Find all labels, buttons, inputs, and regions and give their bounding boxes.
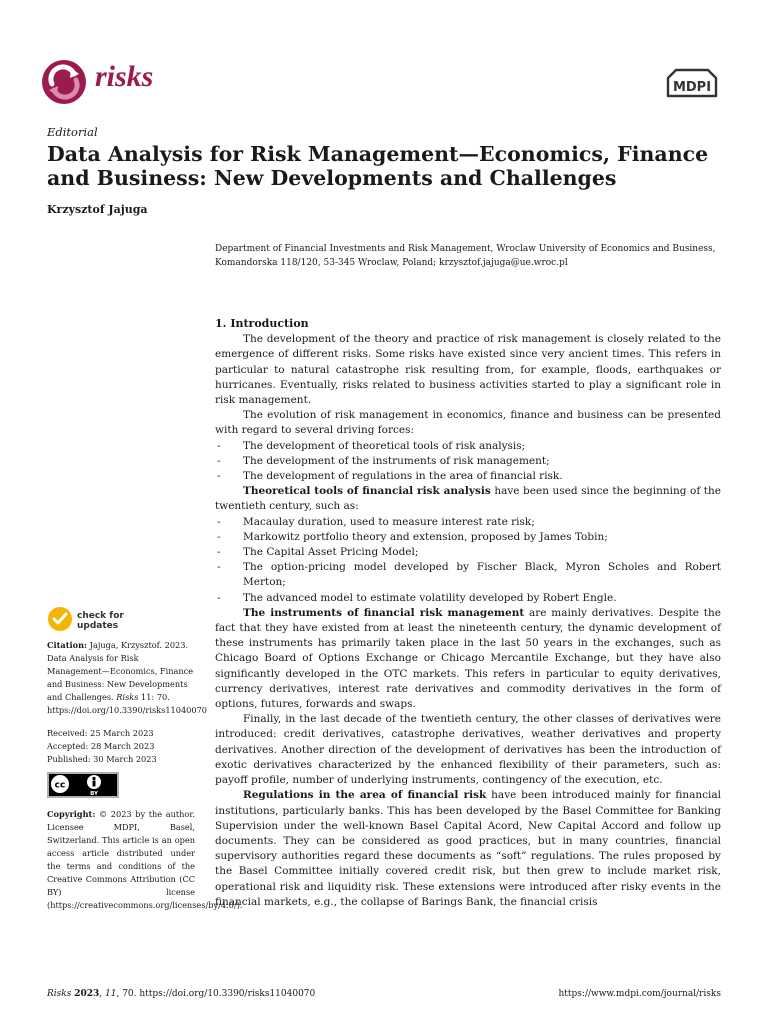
publisher-name: MDPI	[672, 80, 712, 95]
accepted-date: Accepted: 28 March 2023	[47, 741, 155, 751]
check-updates-line2: updates	[77, 621, 119, 631]
cc-by-license-badge[interactable]	[47, 772, 195, 802]
footer-journal: Risks	[47, 989, 72, 999]
published-date: Published: 30 March 2023	[47, 754, 157, 764]
citation-text: Jajuga, Krzysztof. 2023. Data Analysis for Risk Management—Economics, Finance and Business: New Developments and Challenges.	[47, 640, 194, 702]
footer-journal-url[interactable]: https://www.mdpi.com/journal/risks	[558, 989, 721, 999]
section-heading: 1. Introduction	[215, 317, 309, 330]
cc-label: cc	[54, 780, 66, 791]
article-type: Editorial	[47, 125, 98, 139]
copyright	[47, 808, 243, 912]
checkmark-icon	[47, 606, 73, 636]
paragraph	[215, 788, 721, 910]
copyright-label: Copyright:	[47, 809, 96, 819]
author-name: Krzysztof Jajuga	[47, 203, 148, 216]
received-date: Received: 25 March 2023	[47, 728, 154, 738]
footer-year: 2023	[74, 989, 100, 999]
check-updates-label	[77, 611, 124, 631]
article-info-sidebar	[47, 606, 243, 912]
check-for-updates-badge[interactable]	[47, 606, 195, 636]
list-item: - The development of the instruments of risk management;	[215, 454, 721, 469]
list-item: - Markowitz portfolio theory and extension, proposed by James Tobin;	[215, 530, 721, 545]
paragraph: The development of the theory and practice of risk management is closely related to the emergence of different risks. Some risks have existed since very ancient times. This refers in particular to natural catastrophe risk resulting from, for example, floods, earthquakes or hurricanes. Eventually, risks related to business activities started to play a significant role in risk management.	[215, 333, 721, 407]
article-body	[215, 316, 721, 910]
citation-label: Citation:	[47, 640, 88, 650]
bold-term: Regulations in the area of financial risk	[243, 789, 487, 802]
list-item: - The advanced model to estimate volatility developed by Robert Engle.	[215, 591, 721, 606]
paragraph-text: have been used since the beginning of the twentieth century, such as:	[215, 485, 721, 513]
paragraph	[215, 484, 721, 514]
bold-term: The instruments of financial risk management	[243, 606, 525, 619]
footer-volume: 11	[105, 989, 117, 999]
list-item: - The development of regulations in the area of financial risk.	[215, 469, 721, 484]
paragraph: Finally, in the last decade of the twentieth century, the other classes of derivatives were introduced: credit derivatives, catastrophe derivatives, weather derivatives and property derivatives. Another direction of the development of derivatives has been the introduction of exotic derivatives characterized by the enhanced flexibility of their parameters, such as: payoff profile, number of underlying instruments, contingency of the execution, etc.	[215, 713, 721, 787]
citation-volume-doi[interactable]: 11: 70. https://doi.org/10.3390/risks11040070	[47, 692, 207, 715]
citation	[47, 639, 207, 717]
affiliation: Department of Financial Investments and Risk Management, Wroclaw University of Economics and Business, Komandorska 118/120, 53-345 Wroclaw, Poland; krzysztof.jajuga@ue.wroc.pl	[215, 244, 716, 268]
bold-term: Theoretical tools of financial risk analysis	[243, 485, 491, 498]
list-item: - The option-pricing model developed by Fischer Black, Myron Scholes and Robert Merton;	[215, 560, 721, 590]
footer-citation: Risks 2023, 11, 70. https://doi.org/10.3390/risks11040070	[47, 989, 316, 999]
list-item: - Macaulay duration, used to measure interest rate risk;	[215, 515, 721, 530]
list-item: - The development of theoretical tools of risk analysis;	[215, 439, 721, 454]
check-updates-line1: check for	[77, 611, 124, 621]
driving-forces-list	[215, 439, 721, 485]
paragraph-text: are mainly derivatives. Despite the fact that they have existed from at least the nineteenth century, the dynamic development of these instruments has primarily taken place in the last 50 years in the exchanges, such as Chicago Board of Options Exchange or Chicago Mercantile Exchange, but they have also significantly developed in the OTC markets. This refers in particular to equity derivatives, currency derivatives, interest rate derivatives and commodity derivatives in the form of options, futures, forwards and swaps.	[215, 606, 721, 711]
journal-logo-icon	[40, 58, 88, 106]
paragraph: The evolution of risk management in economics, finance and business can be presented with regard to several driving forces:	[215, 409, 721, 437]
by-label: BY	[90, 791, 98, 797]
citation-journal: Risks	[116, 692, 139, 702]
copyright-text: © 2023 by the author. Licensee MDPI, Basel, Switzerland. This article is an open access article distributed under the terms and conditions of the Creative Commons Attribution (CC BY) license (https://creativecommons.org/licenses/by/4.0/).	[47, 809, 243, 910]
list-item: - The Capital Asset Pricing Model;	[215, 545, 721, 560]
theoretical-tools-list	[215, 515, 721, 606]
paragraph	[215, 606, 721, 712]
footer-doi[interactable]: , 70. https://doi.org/10.3390/risks11040070	[116, 989, 316, 999]
journal-name: risks	[95, 60, 154, 93]
article-title: Data Analysis for Risk Management—Economics, Finance and Business: New Developments and Challenges	[47, 142, 709, 190]
paragraph-text: have been introduced mainly for financial institutions, particularly banks. This has been developed by the Basel Committee for Banking Supervision under the well-known Basel Capital Acord, New Capital Accord and follow up documents. They can be considered as good practices, but in many countries, financial supervisory authorities regard these documents as “soft” regulations. The rules proposed by the Basel Committee initially covered credit risk, but then grew to include market risk, operational risk and liquidity risk. These extensions were introduced after risky events in the financial markets, e.g., the collapse of Barings Bank, the financial crisis	[215, 789, 721, 908]
publisher-logo	[664, 68, 720, 102]
